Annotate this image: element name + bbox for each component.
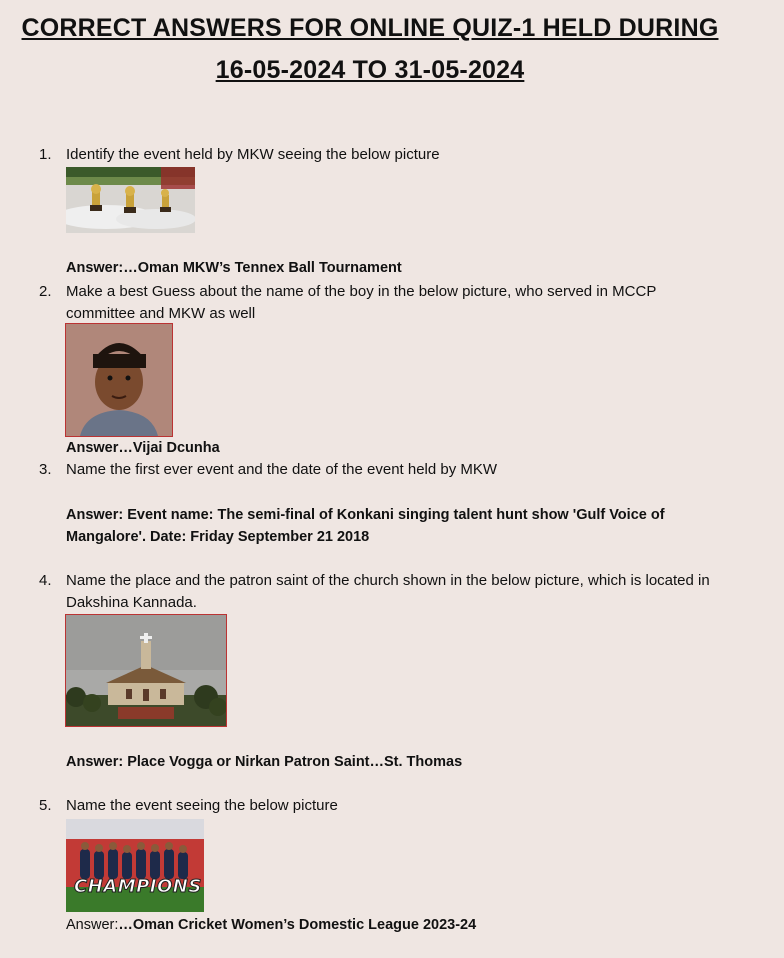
answer-1: Answer:…Oman MKW’s Tennex Ball Tournament (66, 260, 402, 276)
question-4-text: Name the place and the patron saint of the church shown in the below picture, which is located in Dakshina Kannada. (66, 572, 710, 611)
boy-portrait-photo (65, 323, 173, 437)
question-5-number: 5. (39, 797, 52, 814)
question-3-text: Name the first ever event and the date of the event held by MKW (66, 461, 498, 478)
answer-5 (66, 914, 726, 936)
page-title-line-1: CORRECT ANSWERS FOR ONLINE QUIZ-1 HELD DURING (21, 14, 719, 42)
question-3-number: 3. (39, 461, 52, 478)
question-4-number: 4. (39, 572, 52, 589)
answer-4: Answer: Place Vogga or Nirkan Patron Saint…St. Thomas (66, 754, 463, 770)
question-1-text: Identify the event held by MKW seeing the below picture (66, 146, 440, 163)
page-title-line-2: 16-05-2024 TO 31-05-2024 (215, 56, 525, 84)
church-photo (65, 614, 227, 727)
champions-photo (66, 819, 204, 912)
trophies-photo (66, 167, 195, 233)
question-1-number: 1. (39, 146, 52, 163)
question-2-text: Make a best Guess about the name of the boy in the below picture, who served in MCCP committee and MKW as well (66, 283, 657, 322)
answer-2: Answer…Vijai Dcunha (66, 440, 220, 456)
answer-5-text: …Oman Cricket Women’s Domestic League 2023-24 (118, 917, 477, 933)
question-2-number: 2. (39, 283, 52, 300)
question-5-text: Name the event seeing the below picture (66, 797, 338, 814)
answer-3: Answer: Event name: The semi-final of Konkani singing talent hunt show 'Gulf Voice of Mangalore'. Date: Friday September 21 2018 (66, 507, 665, 545)
answer-5-prefix: Answer: (66, 917, 119, 933)
champions-banner-text: CHAMPIONS (74, 876, 202, 897)
